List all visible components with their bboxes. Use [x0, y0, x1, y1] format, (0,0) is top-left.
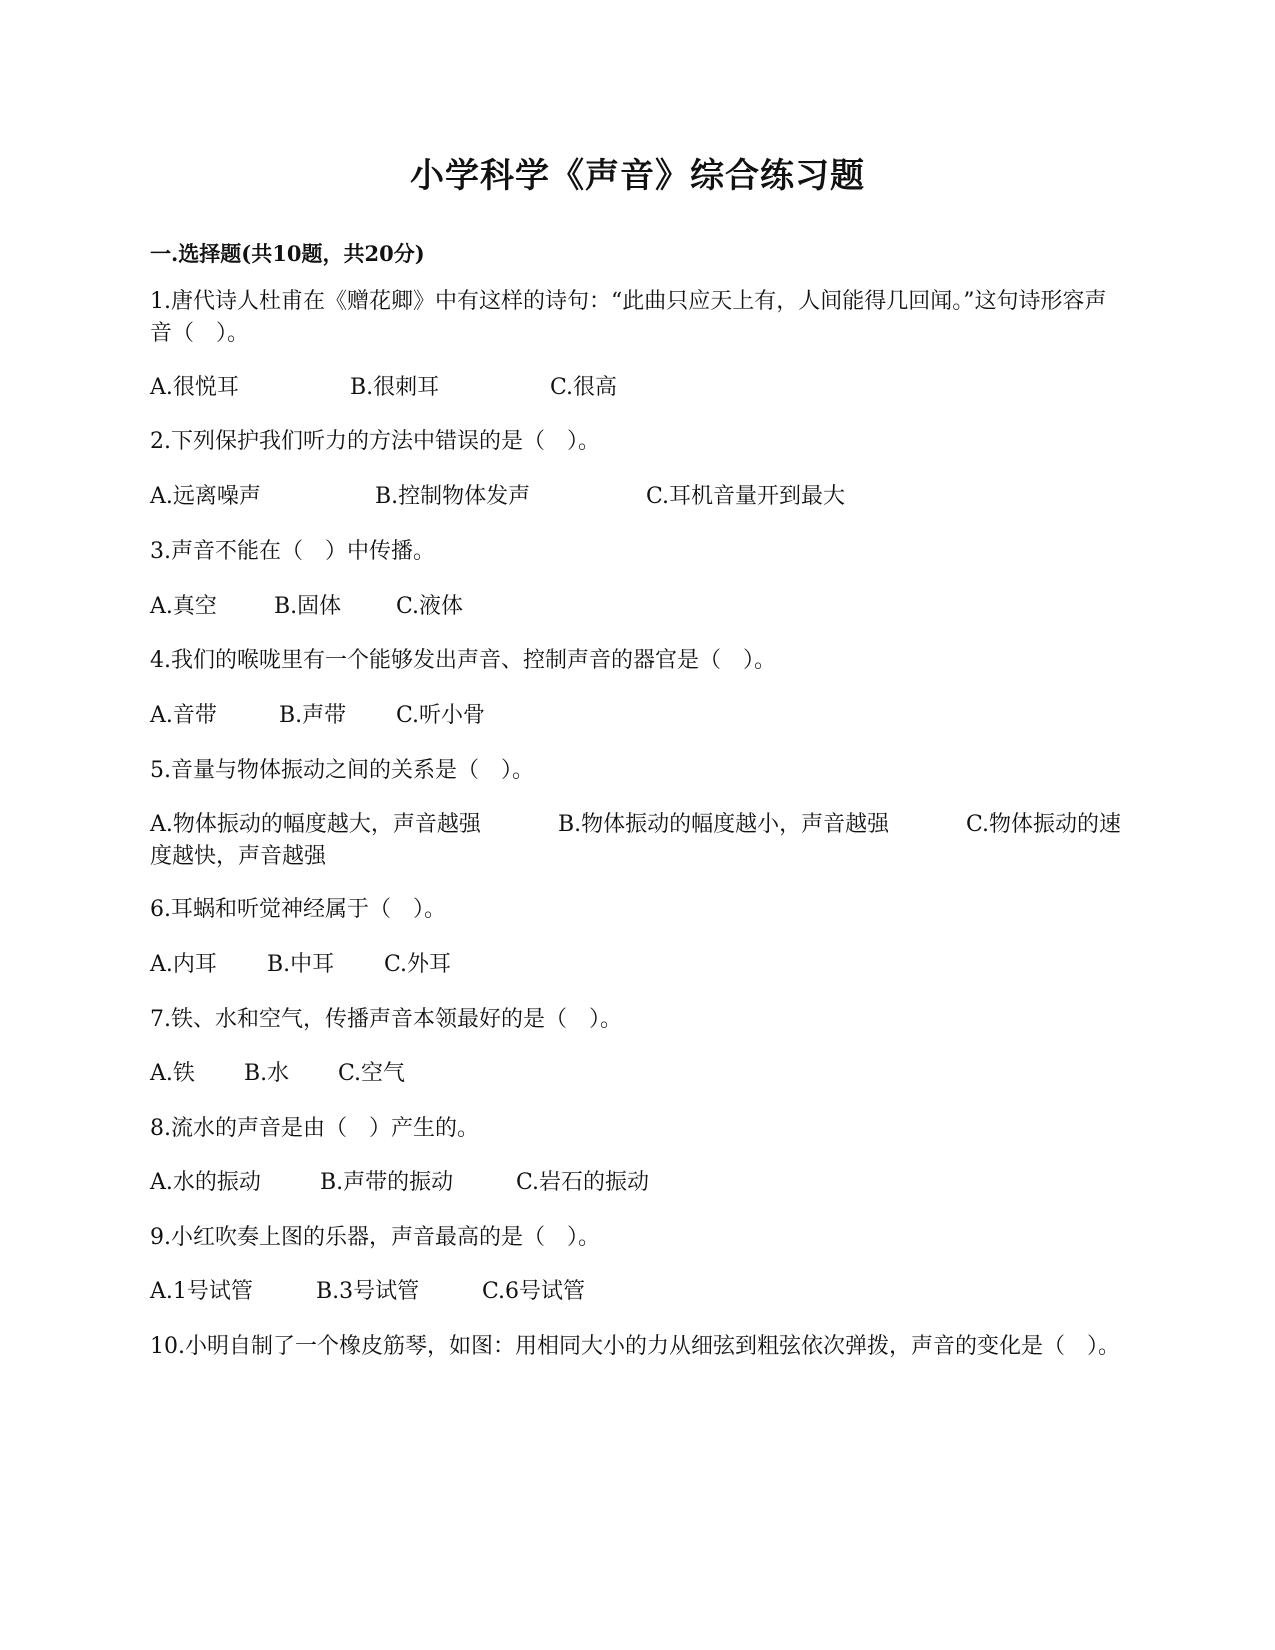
- option-c: C.外耳: [384, 952, 452, 977]
- question-1: 1.唐代诗人杜甫在《赠花卿》中有这样的诗句：“此曲只应天上有，人间能得几回闻。”这句诗形容声音（ ）。: [150, 289, 1107, 346]
- option-a: A.铁: [150, 1061, 195, 1086]
- question-4-options: [150, 700, 1125, 732]
- option-b: B.控制物体发声: [375, 484, 531, 509]
- option-c: C.液体: [396, 594, 464, 619]
- question-8: 8.流水的声音是由（ ）产生的。: [150, 1116, 479, 1141]
- option-b: B.中耳: [267, 952, 335, 977]
- question-1-options: [150, 372, 1125, 404]
- option-c: C.6号试管: [482, 1279, 586, 1304]
- option-b: B.固体: [274, 594, 342, 619]
- question-6: 6.耳蜗和听觉神经属于（ ）。: [150, 897, 446, 922]
- question-9-options: [150, 1276, 1125, 1308]
- option-c: C.物体振动的速度越快，声音越强: [150, 812, 1122, 869]
- option-c: C.很高: [550, 375, 618, 400]
- question-10: 10.小明自制了一个橡皮筋琴，如图：用相同大小的力从细弦到粗弦依次弹拨，声音的变化是（ ）。: [150, 1334, 1120, 1359]
- question-3-options: [150, 591, 1125, 623]
- question-8-options: [150, 1167, 1125, 1199]
- section-heading: 一.选择题(共10题，共20分): [150, 241, 425, 266]
- option-a: A.1号试管: [150, 1279, 253, 1304]
- question-2: 2.下列保护我们听力的方法中错误的是（ ）。: [150, 429, 600, 454]
- option-b: B.很刺耳: [350, 375, 440, 400]
- question-5: 5.音量与物体振动之间的关系是（ ）。: [150, 758, 534, 783]
- question-7-options: [150, 1058, 1125, 1090]
- option-a: A.内耳: [150, 952, 217, 977]
- question-9: 9.小红吹奏上图的乐器，声音最高的是（ ）。: [150, 1225, 600, 1250]
- option-b: B.声带: [279, 703, 347, 728]
- option-a: A.水的振动: [150, 1170, 261, 1195]
- option-c: C.岩石的振动: [516, 1170, 650, 1195]
- option-b: B.物体振动的幅度越小，声音越强: [558, 812, 890, 837]
- option-b: B.3号试管: [316, 1279, 420, 1304]
- option-a: A.真空: [150, 594, 217, 619]
- option-b: B.水: [244, 1061, 290, 1086]
- option-a: A.远离噪声: [150, 484, 261, 509]
- page-title: 小学科学《声音》综合练习题: [410, 156, 865, 196]
- question-2-options: [150, 481, 1125, 513]
- question-3: 3.声音不能在（ ）中传播。: [150, 539, 435, 564]
- question-7: 7.铁、水和空气，传播声音本领最好的是（ ）。: [150, 1007, 622, 1032]
- option-c: C.耳机音量开到最大: [646, 484, 846, 509]
- question-6-options: [150, 949, 1125, 981]
- question-4: 4.我们的喉咙里有一个能够发出声音、控制声音的器官是（ ）。: [150, 648, 776, 673]
- option-c: C.空气: [338, 1061, 406, 1086]
- option-a: A.物体振动的幅度越大，声音越强: [150, 812, 481, 837]
- option-b: B.声带的振动: [320, 1170, 454, 1195]
- option-a: A.音带: [150, 703, 217, 728]
- option-a: A.很悦耳: [150, 375, 239, 400]
- option-c: C.听小骨: [396, 703, 486, 728]
- question-5-options: [150, 809, 1125, 873]
